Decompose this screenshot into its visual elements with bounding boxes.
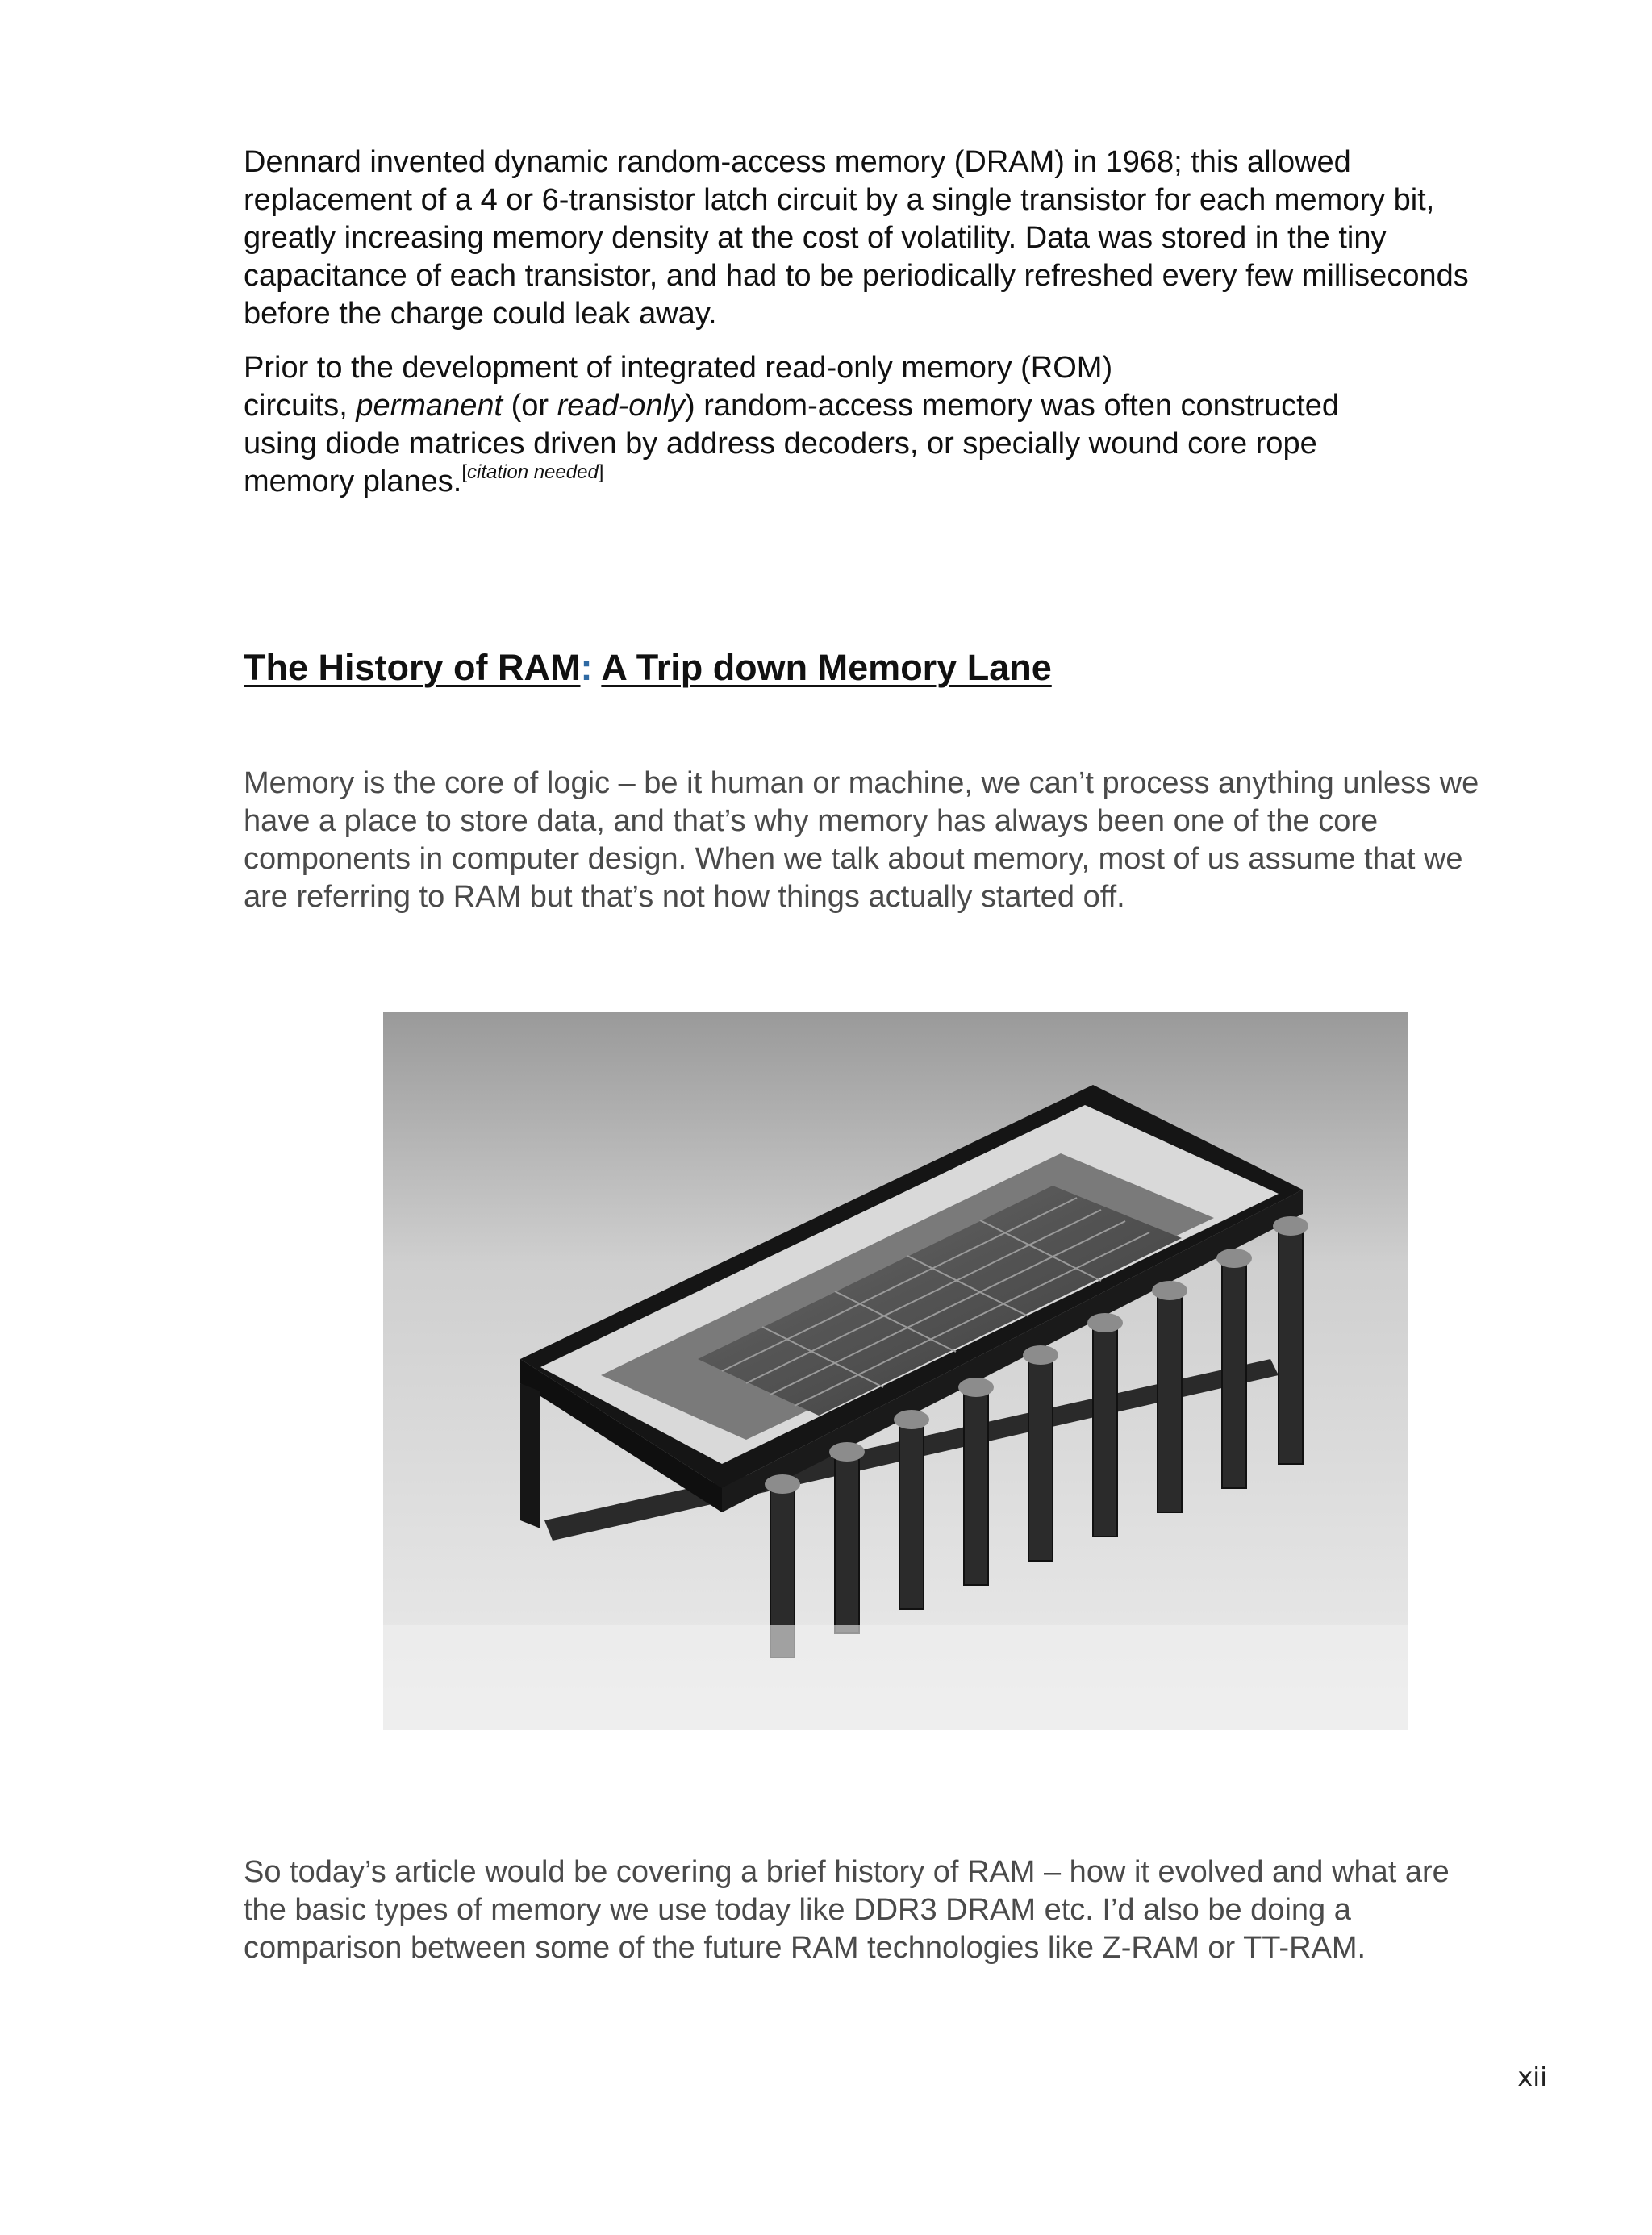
text-line: components in computer design. When we talk about memory, most of us assume that we xyxy=(244,842,1463,876)
section-heading xyxy=(244,647,1052,689)
text-line: using diode matrices driven by address decoders, or specially wound core rope xyxy=(244,427,1317,461)
memory-chip-photo xyxy=(383,1012,1408,1730)
text-line: Prior to the development of integrated read-only memory (ROM) xyxy=(244,351,1113,385)
page-number: xii xyxy=(1517,2062,1547,2092)
heading-part-2: A Trip down Memory Lane xyxy=(601,647,1052,688)
text-line: the basic types of memory we use today like DDR3 DRAM etc. I’d also be doing a xyxy=(244,1893,1351,1927)
text-line xyxy=(244,463,1566,504)
text-fragment: memory planes. xyxy=(244,465,462,498)
text-fragment: (or xyxy=(503,389,557,423)
bracket: [ xyxy=(461,461,467,483)
paragraph-dram-intro xyxy=(244,144,1566,333)
text-line: So today’s article would be covering a brief history of RAM – how it evolved and what are xyxy=(244,1855,1450,1889)
heading-colon: : xyxy=(580,647,593,688)
text-fragment: ) random-access memory was often constructed xyxy=(685,389,1339,423)
text-fragment: circuits, xyxy=(244,389,357,423)
citation-text: citation needed xyxy=(467,461,599,483)
bracket: ] xyxy=(598,461,604,483)
text-line: greatly increasing memory density at the cost of volatility. Data was stored in the tiny xyxy=(244,221,1387,255)
text-line: have a place to store data, and that’s why memory has always been one of the core xyxy=(244,804,1379,838)
paragraph-memory-intro xyxy=(244,765,1566,916)
text-line: comparison between some of the future RAM technologies like Z-RAM or TT-RAM. xyxy=(244,1931,1366,1965)
heading-part-1: The History of RAM xyxy=(244,647,581,688)
text-line: are referring to RAM but that’s not how things actually started off. xyxy=(244,880,1125,914)
italic-term-read-only: read-only xyxy=(557,389,686,423)
paragraph-rom-history xyxy=(244,349,1566,504)
text-line: capacitance of each transistor, and had to be periodically refreshed every few milliseconds xyxy=(244,259,1469,293)
text-line: before the charge could leak away. xyxy=(244,297,717,331)
text-line xyxy=(244,387,1566,425)
citation-needed-note[interactable] xyxy=(461,461,603,483)
text-line: Dennard invented dynamic random-access memory (DRAM) in 1968; this allowed xyxy=(244,145,1351,179)
paragraph-article-overview xyxy=(244,1853,1566,1967)
italic-term-permanent: permanent xyxy=(356,389,503,423)
text-line: Memory is the core of logic – be it human or machine, we can’t process anything unless we xyxy=(244,766,1479,800)
text-line: replacement of a 4 or 6-transistor latch circuit by a single transistor for each memory bit, xyxy=(244,183,1435,217)
memory-chip-illustration xyxy=(383,1012,1408,1730)
